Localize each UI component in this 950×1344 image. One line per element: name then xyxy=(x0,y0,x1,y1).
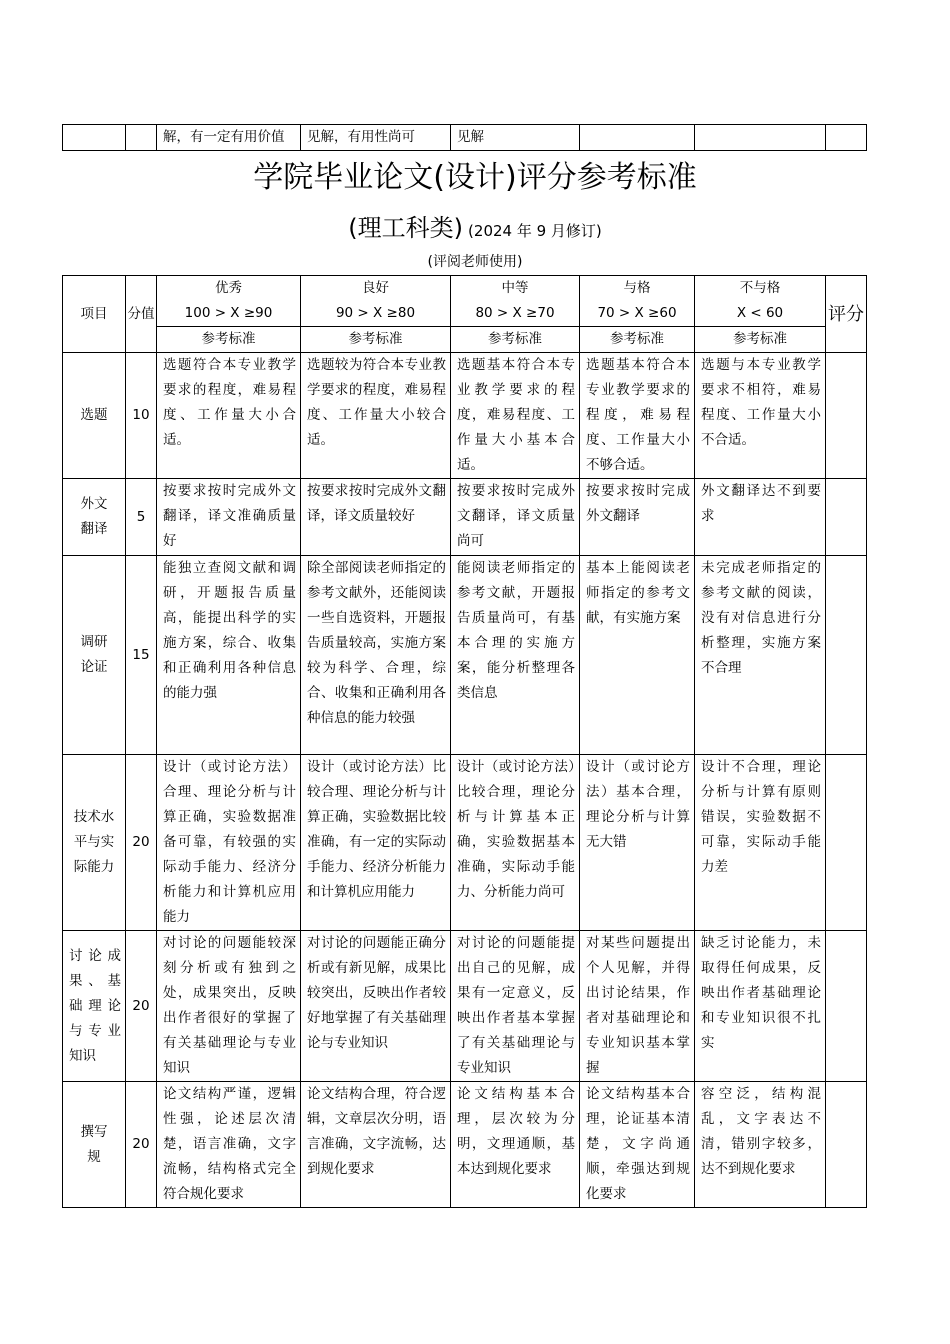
header-ref: 参考标准 xyxy=(301,327,451,353)
strip-cell xyxy=(580,125,695,151)
header-ref: 参考标准 xyxy=(451,327,580,353)
criteria-cell: 对某些问题提出个人见解，并得出讨论结果，作者对基础理论和专业知识基本掌握 xyxy=(580,931,695,1082)
header-item: 项目 xyxy=(63,276,126,353)
criteria-cell: 论文结构合理，符合逻辑，文章层次分明，语言准确，文字流畅，达到规化要求 xyxy=(301,1082,451,1208)
strip-cell: 见解，有用性尚可 xyxy=(301,125,451,151)
row-item: 选题 xyxy=(63,353,126,479)
criteria-cell: 按要求按时完成外文翻译 xyxy=(580,479,695,556)
strip-cell: 见解 xyxy=(451,125,580,151)
row-points: 10 xyxy=(126,353,157,479)
criteria-cell: 选题与本专业教学要求不相符，难易程度、工作量大小不合适。 xyxy=(695,353,826,479)
criteria-cell: 设计不合理，理论分析与计算有原则错误，实验数据不可靠，实际动手能力差 xyxy=(695,755,826,931)
criteria-cell: 对讨论的问题能提出自己的见解，成果有一定意义，反映出作者基本掌握了有关基础理论与专业知识 xyxy=(451,931,580,1082)
criteria-cell: 缺乏讨论能力，未取得任何成果，反映出作者基础理论和专业知识很不扎实 xyxy=(695,931,826,1082)
page-subtitle xyxy=(0,210,950,249)
score-input-cell[interactable] xyxy=(826,755,867,931)
criteria-cell: 基本上能阅读老师指定的参考文献，有实施方案 xyxy=(580,556,695,755)
header-score: 评分 xyxy=(826,276,867,353)
row-points: 20 xyxy=(126,1082,157,1208)
row-points: 20 xyxy=(126,931,157,1082)
criteria-cell: 论文结构基本合理，层次较为分明，文理通顺，基本达到规化要求 xyxy=(451,1082,580,1208)
subtitle-category: (理工科类) xyxy=(348,214,463,242)
criteria-cell: 对讨论的问题能较深刻分析或有独到之处，成果突出，反映出作者很好的掌握了有关基础理论与专业知识 xyxy=(157,931,301,1082)
table-row xyxy=(63,556,867,755)
criteria-cell: 论文结构严谨，逻辑性强，论述层次清楚，语言准确，文字流畅，结构格式完全符合规化要求 xyxy=(157,1082,301,1208)
table-row xyxy=(63,479,867,556)
header-points: 分值 xyxy=(126,276,157,353)
criteria-cell: 论文结构基本合理，论证基本清楚，文字尚通顺，牵强达到规化要求 xyxy=(580,1082,695,1208)
header-grade: 与格 70 > X ≥60 xyxy=(580,276,695,327)
score-input-cell[interactable] xyxy=(826,931,867,1082)
score-input-cell[interactable] xyxy=(826,1082,867,1208)
subtitle-revision: (2024 年 9 月修订) xyxy=(468,222,602,240)
criteria-cell: 外文翻译达不到要求 xyxy=(695,479,826,556)
row-item: 外文翻译 xyxy=(63,479,126,556)
criteria-cell: 能独立查阅文献和调研，开题报告质量高，能提出科学的实施方案，综合、收集和正确利用各种信息的能力强 xyxy=(157,556,301,755)
row-item: 讨论成果、基础理论与专业知识 xyxy=(63,931,126,1082)
criteria-cell: 选题符合本专业教学要求的程度，难易程度、工作量大小合适。 xyxy=(157,353,301,479)
criteria-cell: 选题较为符合本专业教学要求的程度，难易程度、工作量大小较合适。 xyxy=(301,353,451,479)
strip-cell: 解，有一定有用价值 xyxy=(157,125,301,151)
usage-note: (评阅老师使用) xyxy=(427,254,523,270)
strip-cell xyxy=(126,125,157,151)
criteria-cell: 设计（或讨论方法）基本合理，理论分析与计算无大错 xyxy=(580,755,695,931)
row-points: 15 xyxy=(126,556,157,755)
criteria-cell: 容空泛，结构混乱，文字表达不清，错别字较多，达不到规化要求 xyxy=(695,1082,826,1208)
criteria-cell: 除全部阅读老师指定的参考文献外，还能阅读一些自选资料，开题报告质量较高，实施方案较为科学、合理，综合、收集和正确利用各种信息的能力较强 xyxy=(301,556,451,755)
header-row xyxy=(63,276,867,327)
strip-cell xyxy=(826,125,867,151)
header-grade: 优秀 100 > X ≥90 xyxy=(157,276,301,327)
score-input-cell[interactable] xyxy=(826,556,867,755)
criteria-cell: 未完成老师指定的参考文献的阅读，没有对信息进行分析整理，实施方案不合理 xyxy=(695,556,826,755)
previous-page-table-strip xyxy=(62,124,867,151)
criteria-cell: 按要求按时完成外文翻译，译文质量尚可 xyxy=(451,479,580,556)
header-ref: 参考标准 xyxy=(157,327,301,353)
row-points: 20 xyxy=(126,755,157,931)
criteria-cell: 能阅读老师指定的参考文献，开题报告质量尚可，有基本合理的实施方案，能分析整理各类信息 xyxy=(451,556,580,755)
table-row xyxy=(63,931,867,1082)
criteria-cell: 按要求按时完成外文翻译，译文准确质量好 xyxy=(157,479,301,556)
criteria-cell: 选题基本符合本专业教学要求的程度，难易程度、工作量大小不够合适。 xyxy=(580,353,695,479)
header-grade: 不与格 X < 60 xyxy=(695,276,826,327)
strip-cell xyxy=(695,125,826,151)
header-grade: 良好 90 > X ≥80 xyxy=(301,276,451,327)
row-item: 撰写规 xyxy=(63,1082,126,1208)
table-row xyxy=(63,755,867,931)
score-input-cell[interactable] xyxy=(826,353,867,479)
criteria-cell: 按要求按时完成外文翻译，译文质量较好 xyxy=(301,479,451,556)
header-ref: 参考标准 xyxy=(695,327,826,353)
header-ref: 参考标准 xyxy=(580,327,695,353)
criteria-cell: 设计（或讨论方法）比较合理，理论分析与计算基本正确，实验数据基本准确，实际动手能力、分析能力尚可 xyxy=(451,755,580,931)
criteria-cell: 设计（或讨论方法）比较合理、理论分析与计算正确，实验数据比较准确，有一定的实际动手能力、经济分析能力和计算机应用能力 xyxy=(301,755,451,931)
grading-table xyxy=(62,275,867,1208)
page-title: 学院毕业论文(设计)评分参考标准 xyxy=(253,160,697,195)
header-ref-row xyxy=(63,327,867,353)
row-item: 调研论证 xyxy=(63,556,126,755)
score-input-cell[interactable] xyxy=(826,479,867,556)
criteria-cell: 对讨论的问题能正确分析或有新见解，成果比较突出，反映出作者较好地掌握了有关基础理论与专业知识 xyxy=(301,931,451,1082)
strip-cell xyxy=(63,125,126,151)
criteria-cell: 选题基本符合本专业教学要求的程度，难易程度、工作量大小基本合适。 xyxy=(451,353,580,479)
criteria-cell: 设计（或讨论方法）合理、理论分析与计算正确，实验数据准备可靠，有较强的实际动手能力、经济分析能力和计算机应用能力 xyxy=(157,755,301,931)
table-row xyxy=(63,1082,867,1208)
table-row xyxy=(63,353,867,479)
table-row xyxy=(63,125,867,151)
header-grade: 中等 80 > X ≥70 xyxy=(451,276,580,327)
row-item: 技术水平与实际能力 xyxy=(63,755,126,931)
row-points: 5 xyxy=(126,479,157,556)
